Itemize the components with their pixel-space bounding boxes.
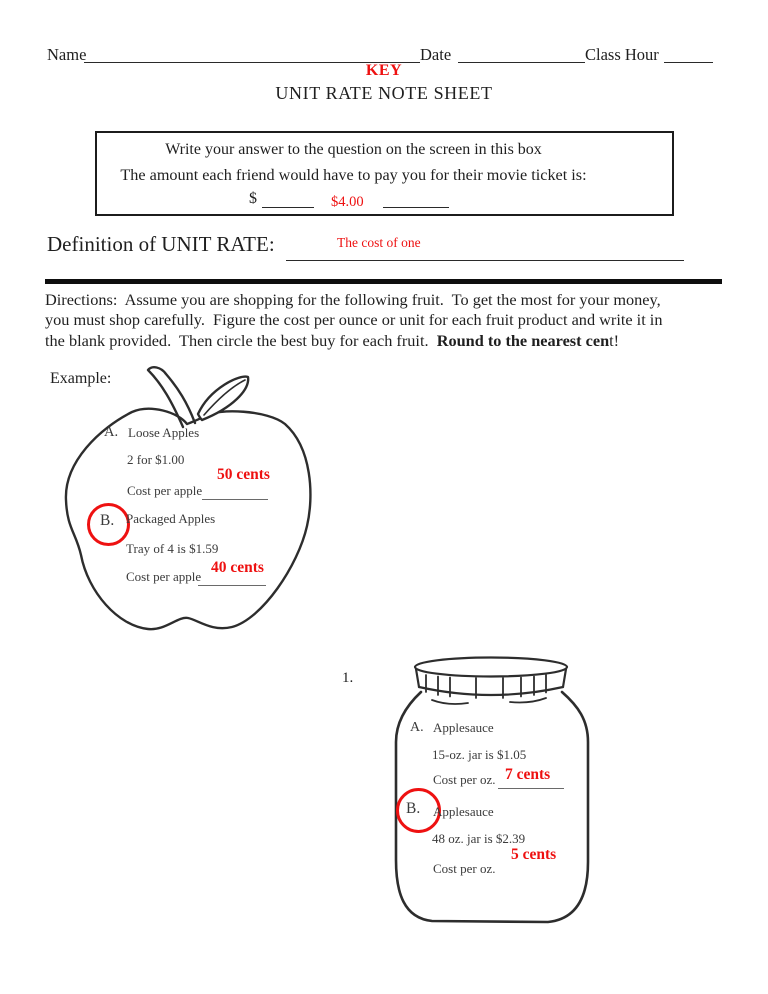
example-item-b-price: Tray of 4 is $1.59	[126, 541, 219, 556]
key-annotation: KEY	[365, 62, 403, 79]
date-blank-line	[458, 45, 585, 63]
ticket-blank-line-1	[262, 191, 314, 208]
answer-box	[95, 131, 674, 216]
example-item-b-blank-line	[198, 570, 266, 586]
problem1-item-a-cost-label: Cost per oz.	[433, 772, 496, 787]
example-label: Example:	[50, 370, 112, 387]
answer-box-line2: The amount each friend would have to pay you for their movie ticket is:	[120, 166, 587, 184]
dollar-sign: $	[249, 190, 257, 207]
name-blank-line	[84, 45, 420, 63]
directions-line3	[45, 331, 745, 351]
apple-stem	[148, 367, 195, 427]
example-item-b-letter: B.	[100, 512, 115, 529]
example-item-b-answer: 40 cents	[211, 559, 264, 576]
page-title: UNIT RATE NOTE SHEET	[275, 83, 493, 103]
answer-box-line1: Write your answer to the question on the screen in this box	[165, 141, 542, 158]
example-item-a-blank-line	[202, 484, 268, 500]
jar-lid-top	[415, 658, 567, 677]
problem1-item-b-letter: B.	[406, 800, 421, 817]
name-label: Name	[47, 45, 87, 64]
problem1-item-a-price: 15-oz. jar is $1.05	[432, 747, 527, 762]
apple-drawing	[52, 352, 332, 652]
example-item-b-cost-label: Cost per apple	[126, 569, 202, 584]
definition-answer: The cost of one	[337, 235, 421, 250]
class-hour-blank-line	[664, 45, 713, 63]
problem1-item-b-title: Applesauce	[433, 804, 494, 819]
directions-line1: Directions: Assume you are shopping for the following fruit. To get the most for your money,	[45, 290, 661, 309]
problem1-item-b-answer: 5 cents	[511, 846, 557, 863]
example-item-a-title: Loose Apples	[128, 425, 200, 440]
directions-paragraph	[45, 290, 745, 351]
problem1-item-b-cost-label: Cost per oz.	[433, 861, 496, 876]
problem1-number: 1.	[342, 670, 354, 686]
directions-line3-start: the blank provided. Then circle the best buy for each fruit.	[45, 330, 437, 350]
section-divider	[45, 279, 722, 284]
directions-line2: you must shop carefully. Figure the cost per ounce or unit for each fruit product and write it in	[45, 310, 663, 330]
example-item-a-price: 2 for $1.00	[127, 452, 185, 467]
problem1-item-a-title: Applesauce	[433, 720, 494, 735]
example-item-b-title: Packaged Apples	[126, 511, 216, 526]
directions-line3-end: t!	[609, 330, 620, 350]
definition-label: Definition of UNIT RATE:	[47, 232, 275, 256]
problem1-item-a-letter: A.	[410, 720, 424, 735]
directions-line3-bold: Round to the nearest cen	[436, 330, 610, 350]
jar-lid-band	[419, 687, 563, 695]
ticket-answer: $4.00	[331, 194, 364, 210]
date-label: Date	[420, 45, 452, 64]
example-item-a-letter: A.	[104, 424, 119, 440]
problem1-item-a-answer: 7 cents	[505, 766, 551, 783]
ticket-blank-line-2	[383, 191, 449, 208]
class-hour-label: Class Hour	[585, 45, 659, 64]
example-item-a-answer: 50 cents	[217, 466, 270, 483]
jar-mouth-lines	[432, 698, 546, 704]
example-item-a-cost-label: Cost per apple	[127, 483, 203, 498]
problem1-item-b-price: 48 oz. jar is $2.39	[432, 831, 526, 846]
